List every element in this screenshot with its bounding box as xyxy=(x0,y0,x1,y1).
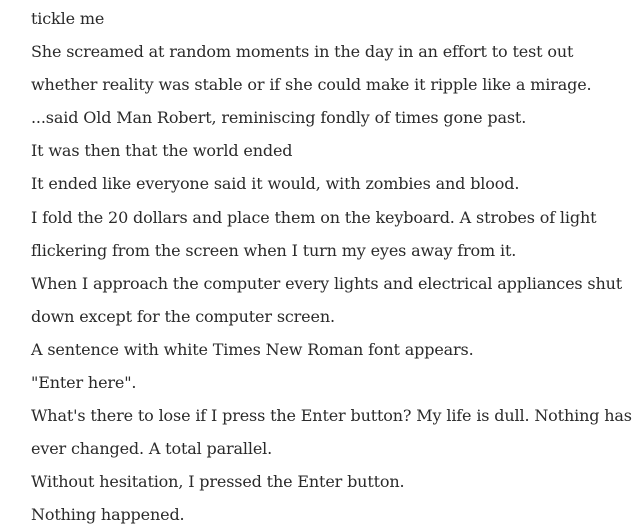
text-line: ...said Old Man Robert, reminiscing fondly of times gone past. xyxy=(31,108,527,128)
text-line: Nothing happened. xyxy=(31,505,185,525)
document-body xyxy=(31,2,631,532)
text-line: It ended like everyone said it would, with zombies and blood. xyxy=(31,174,520,194)
text-line: Without hesitation, I pressed the Enter button. xyxy=(31,472,405,492)
text-line: whether reality was stable or if she could make it ripple like a mirage. xyxy=(31,75,592,95)
text-line: tickle me xyxy=(31,9,105,28)
text-line: down except for the computer screen. xyxy=(31,306,335,326)
text-line: It was then that the world ended xyxy=(31,141,293,161)
text-line: She screamed at random moments in the day in an effort to test out xyxy=(31,42,574,62)
text-line: ever changed. A total parallel. xyxy=(31,439,273,459)
text-line: I fold the 20 dollars and place them on the keyboard. A strobes of light xyxy=(31,207,597,227)
text-line: A sentence with white Times New Roman font appears. xyxy=(31,339,474,359)
text-line: "Enter here". xyxy=(31,373,137,393)
text-line: flickering from the screen when I turn my eyes away from it. xyxy=(31,240,517,260)
text-line: What's there to lose if I press the Enter button? My life is dull. Nothing has xyxy=(31,406,632,426)
text-line: When I approach the computer every lights and electrical appliances shut xyxy=(31,273,623,293)
